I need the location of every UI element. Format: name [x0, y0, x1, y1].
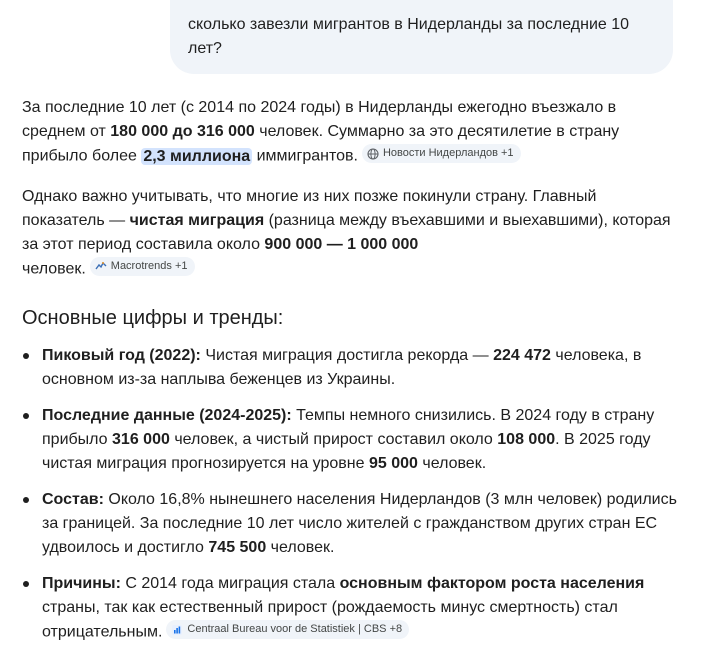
assistant-answer — [22, 96, 682, 281]
bullet-label: Пиковый год (2022): — [42, 347, 201, 364]
list-item — [22, 404, 682, 476]
user-message-text: сколько завезли мигрантов в Нидерланды за последние 10 лет? — [188, 16, 630, 57]
section-heading: Основные цифры и тренды: — [22, 307, 284, 329]
globe-icon — [367, 148, 379, 160]
list-item — [22, 572, 682, 645]
bullet-label: Причины: — [42, 575, 121, 592]
bold-figure: 745 500 — [208, 539, 267, 556]
text-span: страны, так как естественный прирост (рождаемость минус смертность) стал отрицательным. — [42, 599, 618, 641]
source-chip-news-nl[interactable] — [362, 144, 521, 163]
text-span: Чистая миграция достигла рекорда — — [200, 347, 494, 364]
macrotrends-logo-icon — [95, 260, 107, 272]
answer-paragraph-1 — [22, 96, 682, 169]
highlighted-figure[interactable]: 2,3 миллиона — [143, 147, 251, 165]
text-span: Темпы немного снизились. В 2024 году в страну прибыло — [42, 407, 655, 448]
text-span: С 2014 года миграция стала — [120, 575, 340, 592]
text-span: человека, в основном из-за наплыва беженцев из Украины. — [42, 347, 642, 388]
source-chip-label: Centraal Bureau voor de Statistiek | CBS +8 — [187, 623, 403, 635]
bold-figure: 224 472 — [493, 347, 551, 364]
list-item — [22, 488, 682, 560]
text-span: Около 16,8% нынешнего населения Нидерландов (3 млн человек) родились за границей. За последние 10 лет число жителей с гражданством других стран ЕС удвоилось и достигло — [42, 491, 677, 556]
text-span: Однако важно учитывать, что многие из них позже покинули страну. Главный показатель — — [22, 187, 597, 229]
bold-figure: 108 000 — [497, 431, 556, 448]
text-span: человек. — [266, 539, 335, 556]
bold-figure: 95 000 — [368, 455, 418, 472]
source-chip-label: Новости Нидерландов +1 — [382, 147, 514, 159]
text-span: человек. Суммарно за это десятилетие в страну прибыло более — [22, 123, 620, 165]
list-item — [22, 344, 682, 392]
bold-figure: 316 000 — [112, 431, 170, 448]
source-chip-macrotrends[interactable] — [90, 257, 195, 276]
text-span: . В 2025 году чистая миграция прогнозируется на уровне — [42, 431, 651, 472]
bullet-list — [22, 344, 682, 656]
text-span: человек. — [22, 260, 86, 277]
user-message-bubble — [170, 0, 673, 74]
text-span: человек, а чистый прирост составил около — [169, 431, 498, 448]
bullet-label: Последние данные (2024-2025): — [42, 407, 292, 424]
source-chip-label: Macrotrends +1 — [110, 259, 188, 272]
bold-term: чистая миграция — [129, 211, 265, 229]
bold-term: основным фактором роста населения — [339, 575, 645, 592]
source-chip-cbs[interactable] — [166, 620, 409, 639]
bold-figure: 900 000 — 1 000 000 — [264, 235, 419, 253]
bullet-label: Состав: — [42, 491, 104, 508]
text-span: За последние 10 лет (с 2014 по 2024 годы) в Нидерланды ежегодно въезжало в среднем от — [22, 99, 617, 140]
cbs-logo-icon — [171, 624, 183, 636]
text-span: (разница между въехавшими и выехавшими), которая за этот период составила около — [22, 211, 671, 253]
answer-paragraph-2 — [22, 185, 682, 282]
bold-figure: 180 000 до 316 000 — [110, 123, 255, 140]
text-span: человек. — [417, 455, 487, 472]
text-span: иммигрантов. — [252, 147, 358, 165]
